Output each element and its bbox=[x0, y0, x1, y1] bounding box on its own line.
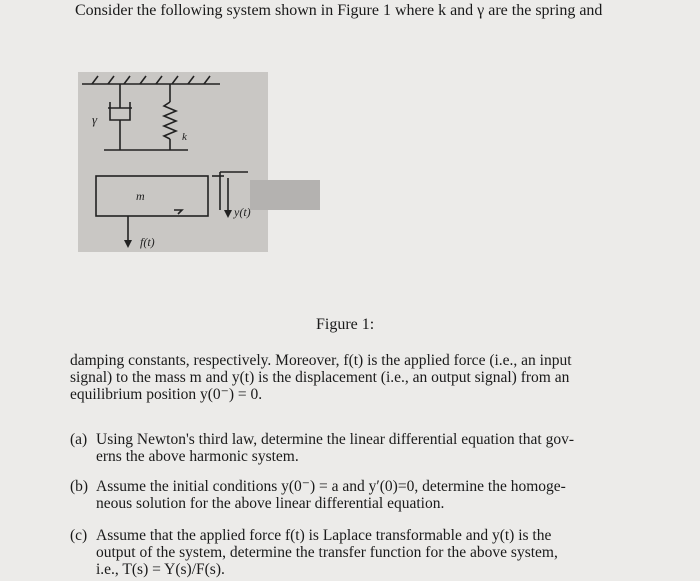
question-label: (b) bbox=[70, 478, 89, 495]
question-a bbox=[70, 431, 642, 465]
intro-line: Consider the following system shown in Figure 1 where k and γ are the spring and bbox=[75, 2, 603, 19]
label-yt: y(t) bbox=[234, 205, 251, 219]
label-m: m bbox=[136, 189, 145, 203]
question-label: (a) bbox=[70, 431, 88, 448]
label-k: k bbox=[182, 131, 187, 143]
question-line: Using Newton's third law, determine the linear differential equation that gov- bbox=[96, 431, 574, 448]
paragraph-line: equilibrium position y(0⁻) = 0. bbox=[70, 386, 263, 403]
question-line: Assume that the applied force f(t) is Laplace transformable and y(t) is the bbox=[96, 527, 552, 544]
spring-damper-diagram bbox=[78, 72, 320, 256]
question-label: (c) bbox=[70, 527, 88, 544]
paragraph-line: signal) to the mass m and y(t) is the displacement (i.e., an output signal) from an bbox=[70, 369, 570, 386]
figure-background bbox=[78, 72, 268, 252]
redaction-box bbox=[250, 180, 320, 210]
question-line: Assume the initial conditions y(0⁻) = a and y′(0)=0, determine the homoge- bbox=[96, 478, 566, 495]
question-line: i.e., T(s) = Y(s)/F(s). bbox=[96, 561, 225, 578]
question-line: output of the system, determine the transfer function for the above system, bbox=[96, 544, 558, 561]
question-line: neous solution for the above linear differential equation. bbox=[96, 495, 445, 512]
question-c bbox=[70, 527, 642, 578]
description-paragraph bbox=[70, 352, 640, 403]
question-line: erns the above harmonic system. bbox=[96, 448, 299, 465]
label-ft: f(t) bbox=[140, 235, 155, 249]
figure-1 bbox=[78, 72, 320, 256]
figure-caption: Figure 1: bbox=[316, 316, 375, 333]
label-gamma: γ bbox=[92, 112, 98, 127]
paragraph-line: damping constants, respectively. Moreover, f(t) is the applied force (i.e., an input bbox=[70, 352, 572, 369]
question-b bbox=[70, 478, 642, 512]
